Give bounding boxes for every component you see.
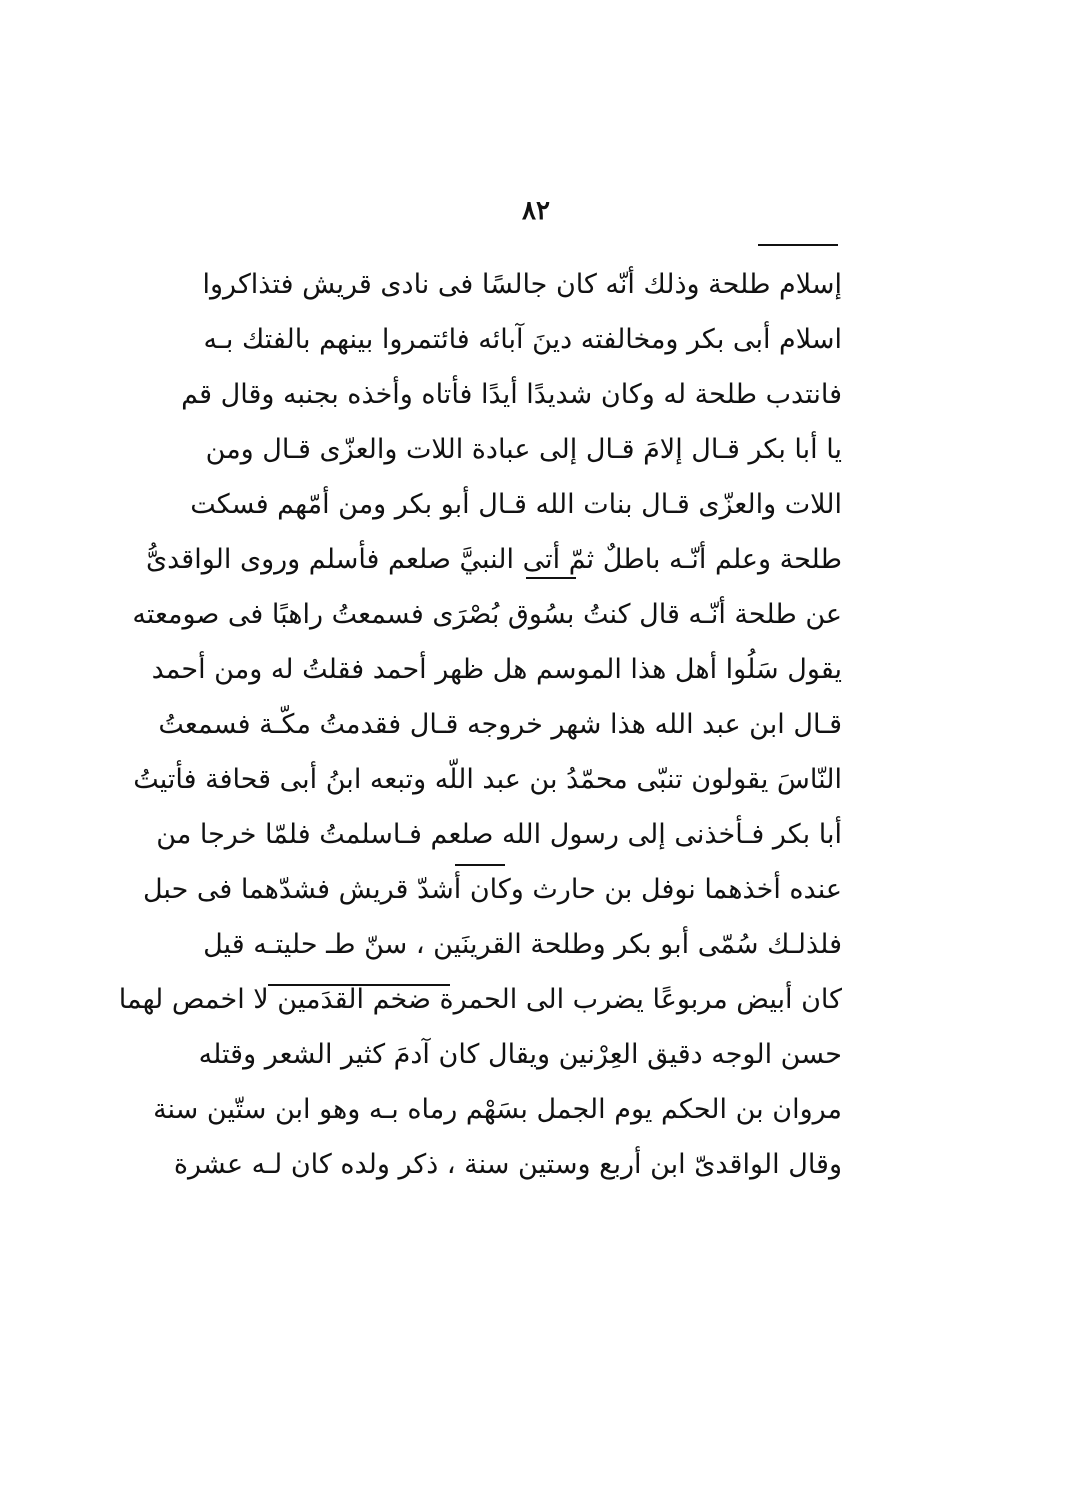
- text-line: أبا بكر فـأخذنى إلى رسول الله صلعم فـاسلمتُ فلمّا خرجا من: [156, 819, 842, 850]
- text-line: حسن الوجه دقيق العِرْنين ويقال كان آدمَ كثير الشعر وقتله: [198, 1039, 842, 1070]
- text-line: كان أبيض مربوعًا يضرب الى الحمرة ضخم القدَمين لا اخمص لهما: [118, 984, 842, 1015]
- text-line: النّاسَ يقولون تنبّى محمّدُ بن عبد اللّه وتبعه ابنُ أبى قحافة فأتيتُ: [133, 764, 842, 795]
- page-number: ٨٢: [522, 196, 550, 226]
- text-line: فانتدب طلحة له وكان شديدًا أيدًا فأتاه وأخذه بجنبه وقال قم: [181, 379, 842, 410]
- text-line: طلحة وعلم أنّـه باطلٌ ثمّ أتى النبيَّ صلعم فأسلم وروى الواقدىُّ: [146, 544, 842, 575]
- text-line: وقال الواقدىّ ابن أربع وستين سنة ، ذكر ولده كان لـه عشرة: [173, 1149, 842, 1180]
- text-line: يا أبا بكر قـال إلامَ قـال إلى عبادة اللات والعزّى قـال ومن: [205, 434, 842, 465]
- text-line: عنده أخذهما نوفل بن حارث وكان أشدّ قريش فشدّهما فى حبل: [142, 874, 842, 905]
- text-line: يقول سَلُوا أهل هذا الموسم هل ظهر أحمد فقلتُ له ومن أحمد: [151, 654, 842, 685]
- text-line: إسلام طلحة وذلك أنّه كان جالسًا فى نادى قريش فتذاكروا: [202, 269, 842, 300]
- text-line: اللات والعزّى قـال بنات الله قـال أبو بكر ومن أمّهم فسكت: [190, 489, 842, 520]
- text-line: مروان بن الحكم يوم الجمل بسَهْم رماه بـه وهو ابن ستّين سنة: [153, 1094, 842, 1125]
- text-line: فلذلـك سُمّى أبو بكر وطلحة القرينَين ، سنّ طـ حليتـه قيل: [203, 929, 842, 960]
- text-line: اسلام أبى بكر ومخالفته دينَ آبائه فائتمروا بينهم بالفتك بـه: [203, 324, 842, 355]
- body-text: [118, 257, 842, 1192]
- text-line: قـال ابن عبد الله هذا شهر خروجه قـال فقدمتُ مكّـة فسمعتُ: [158, 709, 842, 740]
- text-line: عن طلحة أنّـه قال كنتُ بسُوق بُصْرَى فسمعتُ راهبًا فى صومعته: [132, 599, 842, 630]
- overline-mark: [758, 244, 838, 246]
